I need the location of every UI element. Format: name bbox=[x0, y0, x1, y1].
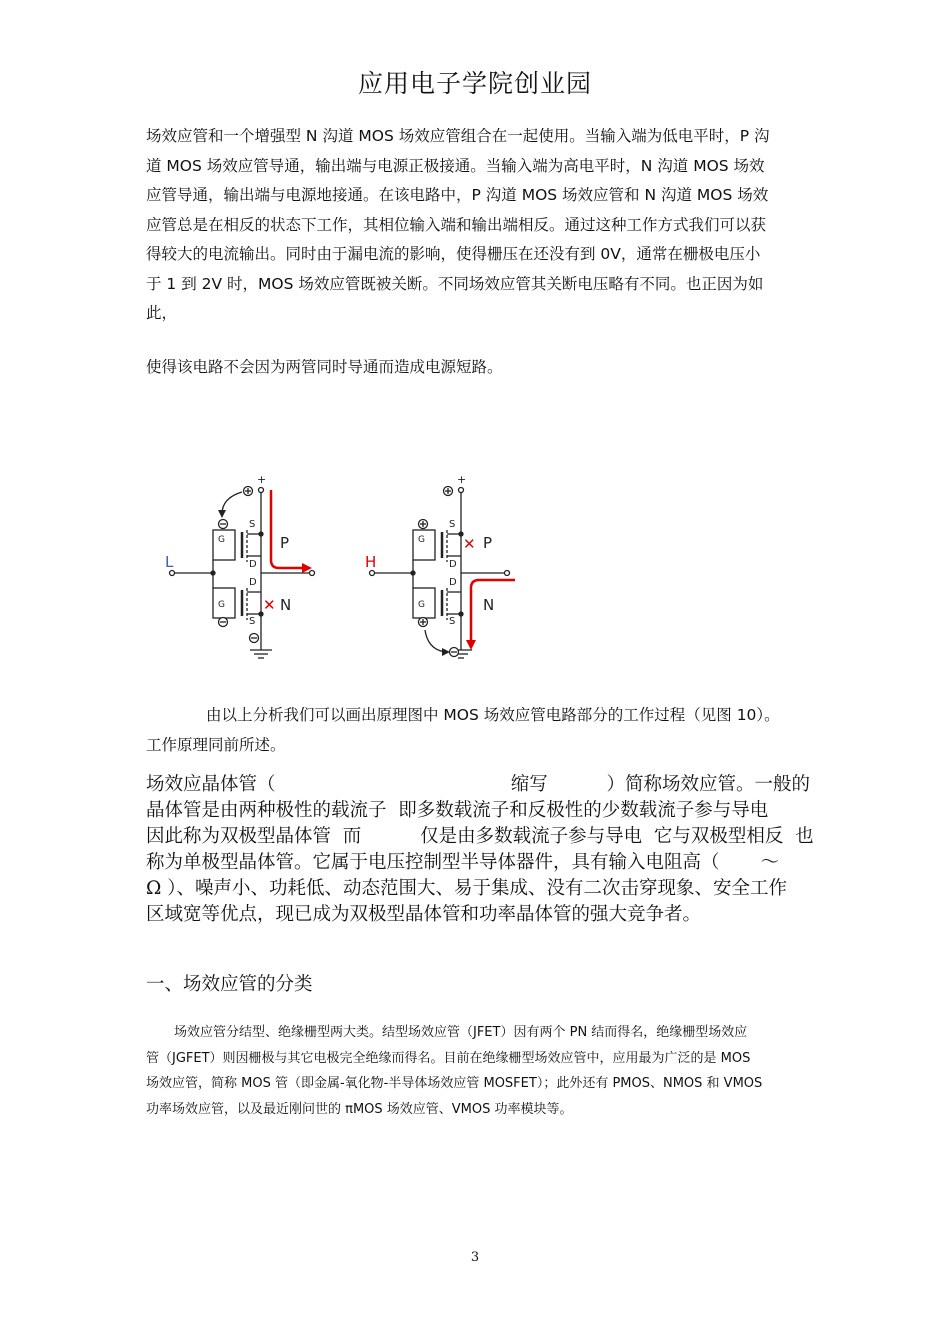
text-line: 得较大的电流输出。同时由于漏电流的影响，使得栅压在还没有到 0V，通常在栅极电压小 bbox=[146, 245, 761, 263]
off-cross-p: ✕ bbox=[463, 535, 476, 553]
source-label: S bbox=[449, 519, 456, 530]
text-line: 由以上分析我们可以画出原理图中 MOS 场效应管电路部分的工作过程（见图 10）。 bbox=[206, 706, 780, 724]
text-line: 晶体管是由两种极性的载流子 即多数载流子和反极性的少数载流子参与导电 bbox=[146, 800, 769, 821]
cmos-circuit-diagram bbox=[150, 470, 550, 670]
current-arrow bbox=[271, 490, 305, 568]
text-line: 道 MOS 场效应管导通，输出端与电源正极接通。当输入端为高电平时，N 沟道 MOS 场效 bbox=[146, 156, 765, 175]
paragraph-short-circuit: 使得该电路不会因为两管同时导通而造成电源短路。 bbox=[146, 358, 503, 376]
source-label: S bbox=[449, 616, 456, 627]
text-line: 应管导通，输出端与电源地接通。在该电路中，P 沟道 MOS 场效应管和 N 沟道 MOS 场效 bbox=[146, 186, 769, 204]
input-label-l: L bbox=[165, 553, 174, 571]
output-terminal bbox=[310, 571, 315, 576]
plus-label: + bbox=[457, 473, 467, 486]
right-circuit bbox=[365, 473, 515, 658]
p-label: P bbox=[483, 534, 493, 552]
drain-label: D bbox=[249, 559, 257, 570]
paragraph-fet-definition bbox=[146, 772, 816, 928]
text-line: 称为单极型晶体管。它属于电压控制型半导体器件，具有输入电阻高（ ～ bbox=[146, 852, 780, 873]
text-line: 此， bbox=[146, 304, 178, 322]
input-label-h: H bbox=[365, 553, 377, 571]
n-label: N bbox=[483, 596, 495, 614]
gate-label: G bbox=[418, 535, 425, 545]
gate-label: G bbox=[418, 600, 425, 610]
input-terminal bbox=[370, 571, 375, 576]
p-label: P bbox=[280, 534, 290, 552]
paragraph-cmos-intro bbox=[146, 122, 810, 329]
drain-label: D bbox=[249, 577, 257, 588]
text-line: 于 1 到 2V 时，MOS 场效应管既被关断。不同场效应管其关断电压略有不同。也正因为如 bbox=[146, 274, 764, 293]
drain-label: D bbox=[449, 559, 457, 570]
text-line: 场效应管和一个增强型 N 沟道 MOS 场效应管组合在一起使用。当输入端为低电平时，P 沟 bbox=[146, 127, 770, 145]
plus-label: + bbox=[257, 473, 267, 486]
source-label: S bbox=[249, 616, 256, 627]
text-line: 工作原理同前所述。 bbox=[146, 736, 286, 754]
drain-label: D bbox=[449, 577, 457, 588]
gate-label: G bbox=[218, 535, 225, 545]
input-terminal bbox=[170, 571, 175, 576]
text-line: 因此称为双极型晶体管 而 仅是由多数载流子参与导电 它与双极型相反 也 bbox=[146, 826, 814, 847]
text-line: Ω ）、噪声小、功耗低、动态范围大、易于集成、没有二次击穿现象、安全工作 bbox=[146, 878, 787, 899]
source-label: S bbox=[249, 519, 256, 530]
text-line: 区域宽等优点，现已成为双极型晶体管和功率晶体管的强大竞争者。 bbox=[146, 904, 702, 925]
text-line: 场效应晶体管（ 缩写 ）简称场效应管。一般的 bbox=[146, 774, 811, 795]
paragraph-analysis bbox=[146, 700, 810, 760]
off-cross-n: ✕ bbox=[263, 596, 276, 614]
text-line: 功率场效应管，以及最近刚问世的 πMOS 场效应管、VMOS 功率模块等。 bbox=[146, 1101, 573, 1117]
gate-label: G bbox=[218, 600, 225, 610]
output-terminal bbox=[505, 571, 510, 576]
left-circuit bbox=[165, 473, 315, 658]
vdd-terminal bbox=[459, 488, 464, 493]
text-line: 场效应管分结型、绝缘栅型两大类。结型场效应管（JFET）因有两个 PN 结而得名，绝缘栅型场效应 bbox=[174, 1025, 748, 1040]
page-number: 3 bbox=[470, 1250, 480, 1265]
text-line: 场效应管，简称 MOS 管（即金属-氧化物-半导体场效应管 MOSFET）；此外还有 PMOS、NMOS 和 VMOS bbox=[146, 1076, 763, 1091]
paragraph-fet-classification bbox=[146, 1020, 810, 1122]
n-label: N bbox=[280, 596, 292, 614]
text-line: 管（JGFET）则因栅极与其它电极完全绝缘而得名。目前在绝缘栅型场效应管中，应用最为广泛的是 MOS bbox=[146, 1050, 751, 1066]
page-title: 应用电子学院创业园 bbox=[357, 69, 592, 98]
section-heading: 一、场效应管的分类 bbox=[146, 974, 313, 995]
vdd-terminal bbox=[259, 488, 264, 493]
text-line: 应管总是在相反的状态下工作，其相位输入端和输出端相反。通过这种工作方式我们可以获 bbox=[146, 215, 767, 234]
